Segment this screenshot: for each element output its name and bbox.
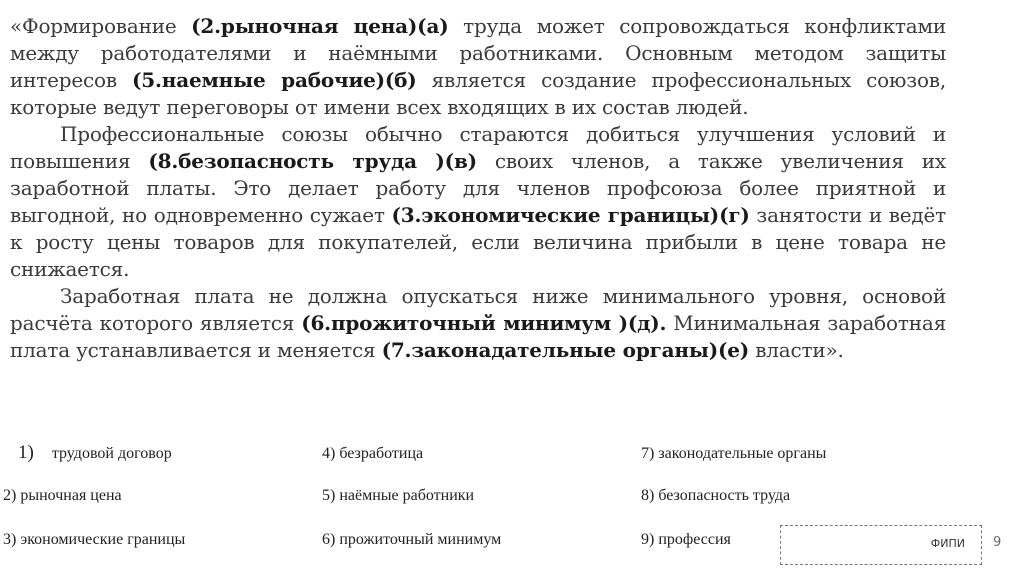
option-9: 9) профессия [641,531,731,548]
text-run: труда может сопровождаться конфликтами между работодателями и наёмными работниками. Основным методом защиты интересов [10,14,946,92]
option-1 [18,442,172,464]
paragraph-1 [10,13,946,121]
text-run: Минимальная заработная плата устанавливается и меняется [10,311,946,362]
text-run: власти». [749,338,844,362]
text-run: занятости и ведёт к росту цены товаров для покупателей, если величина прибыли в цене товара не снижается. [10,203,947,281]
option-2: 2) рыночная цена [3,487,122,504]
footer-box [780,525,982,565]
answer-highlight: (2.рыночная цена)(а) [191,14,449,38]
option-1-number: 1) [18,442,34,463]
passage-text [10,13,946,364]
option-1-text: трудовой договор [51,445,172,462]
option-4: 4) безработица [322,445,424,462]
paragraph-3 [10,283,946,364]
text-run: своих членов, а также увеличения их заработной платы. Это делает работу для членов профсоюза более приятной и выгодной, но одновременно сужает [10,149,946,227]
option-3: 3) экономические границы [3,531,186,548]
answer-highlight: (7.законадательные органы)(е) [381,338,750,362]
text-run: Заработная плата не должна опускаться ниже минимального уровня, основой расчёта которого является [10,284,946,335]
answer-highlight: (3.экономические границы)(г) [391,203,750,227]
answer-highlight: (8.безопасность труда )(в) [148,149,477,173]
text-run: является создание профессиональных союзов, которые ведут переговоры от имени всех входящих в их состав людей. [10,68,946,119]
text-run: «Формирование [10,14,192,38]
page-number: 9 [993,535,1002,550]
answer-highlight: (5.наемные рабочие)(б) [132,68,417,92]
option-7: 7) законодательные органы [641,445,827,462]
answer-highlight: (6.прожиточный минимум )(д). [301,311,667,335]
option-8: 8) безопасность труда [641,487,791,504]
paragraph-2 [10,121,946,283]
option-6: 6) прожиточный минимум [322,531,502,548]
option-5: 5) наёмные работники [322,487,475,504]
footer-label: ФИПИ [930,537,965,550]
text-run: Профессиональные союзы обычно стараются добиться улучшения условий и повышения [10,122,946,173]
